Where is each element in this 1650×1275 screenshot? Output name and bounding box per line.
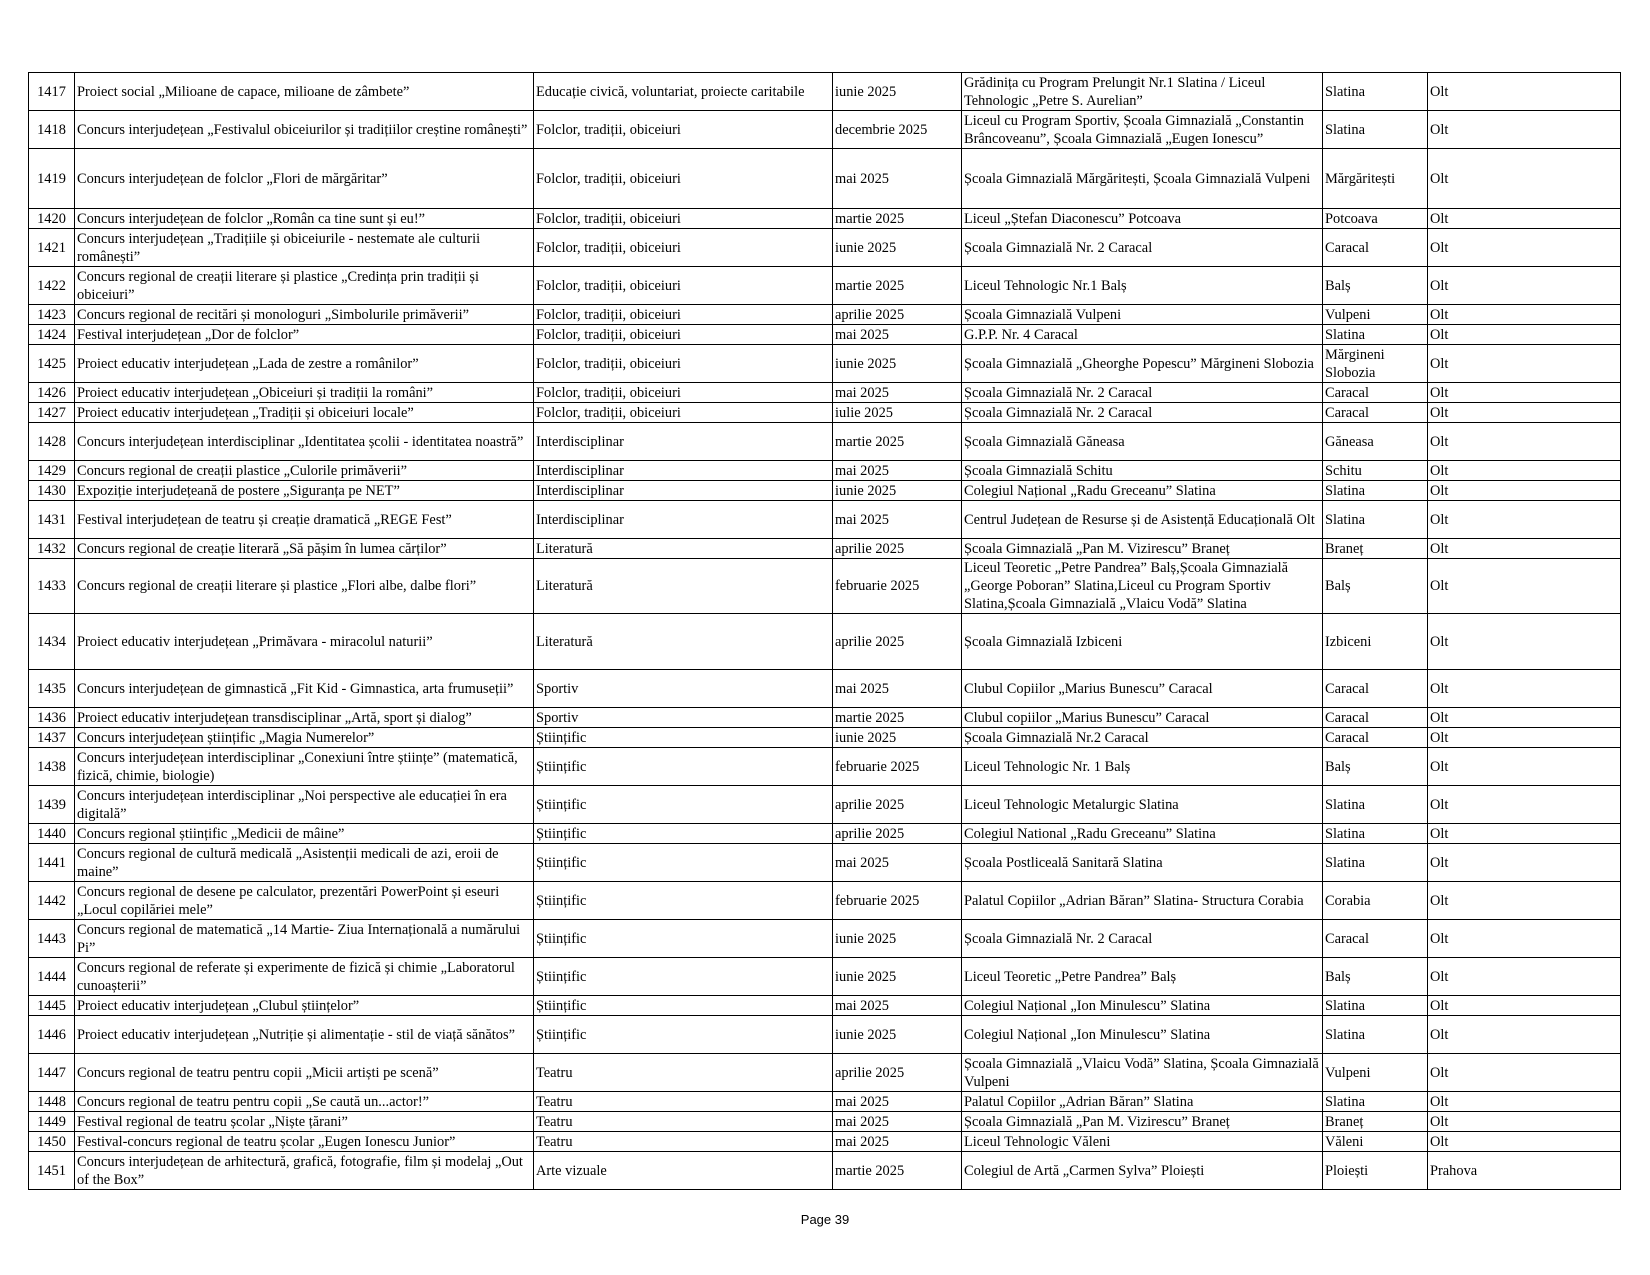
table-row (29, 111, 1621, 149)
row-number: 1451 (29, 1152, 75, 1190)
locality-cell: Caracal (1323, 708, 1428, 728)
row-number: 1427 (29, 403, 75, 423)
organizer-cell: Liceul Tehnologic Văleni (962, 1132, 1323, 1152)
row-number: 1450 (29, 1132, 75, 1152)
table-row (29, 708, 1621, 728)
locality-cell: Ploiești (1323, 1152, 1428, 1190)
county-cell: Olt (1428, 786, 1621, 824)
period-cell: iunie 2025 (833, 728, 962, 748)
activity-title: Concurs regional de matematică „14 Martie- Ziua Internațională a numărului Pi” (75, 920, 534, 958)
county-cell: Olt (1428, 305, 1621, 325)
organizer-cell: Grădinița cu Program Prelungit Nr.1 Slatina / Liceul Tehnologic „Petre S. Aurelian” (962, 73, 1323, 111)
row-number: 1434 (29, 614, 75, 670)
county-cell: Olt (1428, 614, 1621, 670)
period-cell: mai 2025 (833, 1132, 962, 1152)
organizer-cell: Școala Gimnazială Nr. 2 Caracal (962, 403, 1323, 423)
county-cell: Olt (1428, 325, 1621, 345)
locality-cell: Caracal (1323, 403, 1428, 423)
domain-cell: Interdisciplinar (534, 481, 833, 501)
domain-cell: Teatru (534, 1054, 833, 1092)
county-cell: Olt (1428, 1092, 1621, 1112)
row-number: 1428 (29, 423, 75, 461)
row-number: 1422 (29, 267, 75, 305)
county-cell: Olt (1428, 920, 1621, 958)
domain-cell: Interdisciplinar (534, 423, 833, 461)
county-cell: Olt (1428, 345, 1621, 383)
county-cell: Olt (1428, 1054, 1621, 1092)
table-row (29, 786, 1621, 824)
period-cell: mai 2025 (833, 844, 962, 882)
period-cell: mai 2025 (833, 1112, 962, 1132)
period-cell: februarie 2025 (833, 559, 962, 614)
table-row (29, 996, 1621, 1016)
activity-title: Concurs interjudețean de folclor „Flori de mărgăritar” (75, 149, 534, 209)
activity-title: Concurs interjudețean de arhitectură, grafică, fotografie, film și modelaj „Out of the Box” (75, 1152, 534, 1190)
table-row (29, 423, 1621, 461)
activity-title: Concurs interjudețean de folclor „Român ca tine sunt și eu!” (75, 209, 534, 229)
organizer-cell: Școala Gimnazială Mărgăritești, Școala Gimnazială Vulpeni (962, 149, 1323, 209)
organizer-cell: Școala Gimnazială Schitu (962, 461, 1323, 481)
table-row (29, 73, 1621, 111)
row-number: 1429 (29, 461, 75, 481)
period-cell: mai 2025 (833, 325, 962, 345)
period-cell: mai 2025 (833, 501, 962, 539)
organizer-cell: Școala Gimnazială Nr. 2 Caracal (962, 229, 1323, 267)
county-cell: Prahova (1428, 1152, 1621, 1190)
activity-title: Proiect educativ interjudețean „Lada de zestre a românilor” (75, 345, 534, 383)
row-number: 1443 (29, 920, 75, 958)
organizer-cell: Școala Gimnazială „Pan M. Vizirescu” Braneț (962, 539, 1323, 559)
period-cell: mai 2025 (833, 996, 962, 1016)
period-cell: iunie 2025 (833, 73, 962, 111)
locality-cell: Slatina (1323, 325, 1428, 345)
county-cell: Olt (1428, 728, 1621, 748)
activity-title: Festival regional de teatru școlar „Niște țărani” (75, 1112, 534, 1132)
county-cell: Olt (1428, 1132, 1621, 1152)
table-row (29, 614, 1621, 670)
locality-cell: Corabia (1323, 882, 1428, 920)
organizer-cell: Liceul Tehnologic Nr.1 Balș (962, 267, 1323, 305)
activity-title: Concurs interjudețean interdisciplinar „Conexiuni între științe” (matematică, fizică, chimie, biologie) (75, 748, 534, 786)
row-number: 1438 (29, 748, 75, 786)
table-row (29, 149, 1621, 209)
locality-cell: Potcoava (1323, 209, 1428, 229)
period-cell: martie 2025 (833, 267, 962, 305)
locality-cell: Slatina (1323, 844, 1428, 882)
domain-cell: Interdisciplinar (534, 461, 833, 481)
table-row (29, 1054, 1621, 1092)
domain-cell: Folclor, tradiții, obiceiuri (534, 229, 833, 267)
domain-cell: Științific (534, 728, 833, 748)
period-cell: aprilie 2025 (833, 786, 962, 824)
period-cell: martie 2025 (833, 423, 962, 461)
organizer-cell: Școala Postliceală Sanitară Slatina (962, 844, 1323, 882)
activity-title: Concurs interjudețean interdisciplinar „Noi perspective ale educației în era digitală” (75, 786, 534, 824)
table-row (29, 229, 1621, 267)
table-row (29, 325, 1621, 345)
row-number: 1421 (29, 229, 75, 267)
activity-title: Proiect educativ interjudețean „Primăvara - miracolul naturii” (75, 614, 534, 670)
domain-cell: Sportiv (534, 708, 833, 728)
activity-title: Concurs regional de teatru pentru copii „Se caută un...actor!” (75, 1092, 534, 1112)
locality-cell: Caracal (1323, 383, 1428, 403)
locality-cell: Slatina (1323, 824, 1428, 844)
activity-title: Expoziție interjudețeană de postere „Siguranța pe NET” (75, 481, 534, 501)
locality-cell: Izbiceni (1323, 614, 1428, 670)
domain-cell: Folclor, tradiții, obiceiuri (534, 209, 833, 229)
table-row (29, 345, 1621, 383)
locality-cell: Balș (1323, 958, 1428, 996)
row-number: 1437 (29, 728, 75, 748)
period-cell: februarie 2025 (833, 882, 962, 920)
domain-cell: Folclor, tradiții, obiceiuri (534, 383, 833, 403)
activity-title: Concurs interjudețean „Festivalul obiceiurilor și tradițiilor creștine românești” (75, 111, 534, 149)
domain-cell: Științific (534, 844, 833, 882)
table-row (29, 1092, 1621, 1112)
period-cell: iunie 2025 (833, 481, 962, 501)
period-cell: aprilie 2025 (833, 305, 962, 325)
domain-cell: Științific (534, 996, 833, 1016)
table-row (29, 728, 1621, 748)
table-row (29, 1112, 1621, 1132)
row-number: 1425 (29, 345, 75, 383)
activity-title: Proiect educativ interjudețean „Tradiții și obiceiuri locale” (75, 403, 534, 423)
activity-title: Concurs interjudețean interdisciplinar „Identitatea școlii - identitatea noastră” (75, 423, 534, 461)
row-number: 1418 (29, 111, 75, 149)
table-row (29, 1152, 1621, 1190)
county-cell: Olt (1428, 461, 1621, 481)
row-number: 1431 (29, 501, 75, 539)
period-cell: aprilie 2025 (833, 614, 962, 670)
activity-title: Concurs regional de referate și experimente de fizică și chimie „Laboratorul cunoașterii” (75, 958, 534, 996)
county-cell: Olt (1428, 423, 1621, 461)
activity-title: Concurs regional de creații plastice „Culorile primăverii” (75, 461, 534, 481)
organizer-cell: Liceul Teoretic „Petre Pandrea” Balș,Școala Gimnazială „George Poboran” Slatina,Liceul cu Program Sportiv Slatina,Școala Gimnazială „Vlaicu Vodă” Slatina (962, 559, 1323, 614)
locality-cell: Mărgineni Slobozia (1323, 345, 1428, 383)
domain-cell: Folclor, tradiții, obiceiuri (534, 149, 833, 209)
organizer-cell: Liceul Teoretic „Petre Pandrea” Balș (962, 958, 1323, 996)
organizer-cell: Colegiul de Artă „Carmen Sylva” Ploiești (962, 1152, 1323, 1190)
organizer-cell: Colegiul National „Radu Greceanu” Slatina (962, 824, 1323, 844)
domain-cell: Științific (534, 786, 833, 824)
activity-title: Concurs regional de creație literară „Să pășim în lumea cărților” (75, 539, 534, 559)
domain-cell: Sportiv (534, 670, 833, 708)
period-cell: iunie 2025 (833, 920, 962, 958)
locality-cell: Balș (1323, 748, 1428, 786)
domain-cell: Literatură (534, 539, 833, 559)
county-cell: Olt (1428, 559, 1621, 614)
row-number: 1448 (29, 1092, 75, 1112)
activities-table (28, 72, 1621, 1190)
domain-cell: Folclor, tradiții, obiceiuri (534, 111, 833, 149)
domain-cell: Științific (534, 1016, 833, 1054)
domain-cell: Științific (534, 920, 833, 958)
organizer-cell: Școala Gimnazială „Vlaicu Vodă” Slatina, Școala Gimnazială Vulpeni (962, 1054, 1323, 1092)
organizer-cell: Liceul „Ștefan Diaconescu” Potcoava (962, 209, 1323, 229)
locality-cell: Slatina (1323, 481, 1428, 501)
locality-cell: Slatina (1323, 1016, 1428, 1054)
organizer-cell: Liceul Tehnologic Nr. 1 Balș (962, 748, 1323, 786)
locality-cell: Găneasa (1323, 423, 1428, 461)
county-cell: Olt (1428, 1016, 1621, 1054)
period-cell: aprilie 2025 (833, 1054, 962, 1092)
row-number: 1445 (29, 996, 75, 1016)
activity-title: Proiect educativ interjudețean „Nutriție și alimentație - stil de viață sănătos” (75, 1016, 534, 1054)
row-number: 1417 (29, 73, 75, 111)
row-number: 1446 (29, 1016, 75, 1054)
county-cell: Olt (1428, 383, 1621, 403)
locality-cell: Slatina (1323, 786, 1428, 824)
table-row (29, 403, 1621, 423)
domain-cell: Educație civică, voluntariat, proiecte caritabile (534, 73, 833, 111)
activity-title: Concurs interjudețean de gimnastică „Fit Kid - Gimnastica, arta frumuseții” (75, 670, 534, 708)
county-cell: Olt (1428, 844, 1621, 882)
activity-title: Proiect educativ interjudețean transdisciplinar „Artă, sport și dialog” (75, 708, 534, 728)
row-number: 1423 (29, 305, 75, 325)
organizer-cell: Școala Gimnazială Izbiceni (962, 614, 1323, 670)
organizer-cell: Clubul Copiilor „Marius Bunescu” Caracal (962, 670, 1323, 708)
row-number: 1442 (29, 882, 75, 920)
organizer-cell: Palatul Copiilor „Adrian Băran” Slatina (962, 1092, 1323, 1112)
row-number: 1419 (29, 149, 75, 209)
locality-cell: Caracal (1323, 229, 1428, 267)
period-cell: martie 2025 (833, 708, 962, 728)
row-number: 1435 (29, 670, 75, 708)
county-cell: Olt (1428, 539, 1621, 559)
activity-title: Concurs regional de recitări și monologuri „Simbolurile primăverii” (75, 305, 534, 325)
domain-cell: Științific (534, 882, 833, 920)
domain-cell: Folclor, tradiții, obiceiuri (534, 267, 833, 305)
table-row (29, 501, 1621, 539)
domain-cell: Folclor, tradiții, obiceiuri (534, 305, 833, 325)
period-cell: mai 2025 (833, 383, 962, 403)
domain-cell: Literatură (534, 559, 833, 614)
activity-title: Concurs regional de desene pe calculator, prezentări PowerPoint și eseuri „Locul copilăriei mele” (75, 882, 534, 920)
domain-cell: Teatru (534, 1092, 833, 1112)
row-number: 1420 (29, 209, 75, 229)
table-row (29, 920, 1621, 958)
table-row (29, 559, 1621, 614)
county-cell: Olt (1428, 1112, 1621, 1132)
row-number: 1439 (29, 786, 75, 824)
locality-cell: Balș (1323, 559, 1428, 614)
domain-cell: Științific (534, 958, 833, 996)
locality-cell: Braneț (1323, 1112, 1428, 1132)
period-cell: iunie 2025 (833, 345, 962, 383)
organizer-cell: Liceul Tehnologic Metalurgic Slatina (962, 786, 1323, 824)
period-cell: martie 2025 (833, 209, 962, 229)
county-cell: Olt (1428, 111, 1621, 149)
activity-title: Concurs regional științific „Medicii de mâine” (75, 824, 534, 844)
organizer-cell: Colegiul Național „Ion Minulescu” Slatina (962, 1016, 1323, 1054)
county-cell: Olt (1428, 149, 1621, 209)
county-cell: Olt (1428, 708, 1621, 728)
activity-title: Concurs regional de cultură medicală „Asistenții medicali de azi, eroii de maine” (75, 844, 534, 882)
locality-cell: Slatina (1323, 996, 1428, 1016)
table-row (29, 882, 1621, 920)
page-number: Page 39 (800, 1212, 850, 1227)
period-cell: mai 2025 (833, 461, 962, 481)
row-number: 1430 (29, 481, 75, 501)
organizer-cell: Colegiul Național „Radu Greceanu” Slatina (962, 481, 1323, 501)
row-number: 1424 (29, 325, 75, 345)
row-number: 1433 (29, 559, 75, 614)
county-cell: Olt (1428, 824, 1621, 844)
locality-cell: Schitu (1323, 461, 1428, 481)
organizer-cell: Liceul cu Program Sportiv, Școala Gimnazială „Constantin Brâncoveanu”, Școala Gimnazială „Eugen Ionescu” (962, 111, 1323, 149)
domain-cell: Teatru (534, 1112, 833, 1132)
period-cell: aprilie 2025 (833, 824, 962, 844)
row-number: 1444 (29, 958, 75, 996)
period-cell: aprilie 2025 (833, 539, 962, 559)
table-row (29, 305, 1621, 325)
locality-cell: Văleni (1323, 1132, 1428, 1152)
organizer-cell: Școala Gimnazială „Pan M. Vizirescu” Braneț (962, 1112, 1323, 1132)
row-number: 1447 (29, 1054, 75, 1092)
table-row (29, 844, 1621, 882)
organizer-cell: Centrul Județean de Resurse și de Asistență Educațională Olt (962, 501, 1323, 539)
table-row (29, 461, 1621, 481)
organizer-cell: Școala Gimnazială „Gheorghe Popescu” Mărgineni Slobozia (962, 345, 1323, 383)
organizer-cell: Școala Gimnazială Găneasa (962, 423, 1323, 461)
domain-cell: Teatru (534, 1132, 833, 1152)
period-cell: februarie 2025 (833, 748, 962, 786)
table-row (29, 958, 1621, 996)
period-cell: iunie 2025 (833, 229, 962, 267)
county-cell: Olt (1428, 209, 1621, 229)
row-number: 1426 (29, 383, 75, 403)
activity-title: Concurs interjudețean științific „Magia Numerelor” (75, 728, 534, 748)
table-body (29, 73, 1621, 1190)
county-cell: Olt (1428, 996, 1621, 1016)
row-number: 1436 (29, 708, 75, 728)
domain-cell: Științific (534, 748, 833, 786)
table-row (29, 748, 1621, 786)
locality-cell: Caracal (1323, 670, 1428, 708)
domain-cell: Folclor, tradiții, obiceiuri (534, 345, 833, 383)
activity-title: Festival interjudețean „Dor de folclor” (75, 325, 534, 345)
activity-title: Concurs regional de creații literare și plastice „Flori albe, dalbe flori” (75, 559, 534, 614)
locality-cell: Braneț (1323, 539, 1428, 559)
domain-cell: Interdisciplinar (534, 501, 833, 539)
domain-cell: Științific (534, 824, 833, 844)
domain-cell: Folclor, tradiții, obiceiuri (534, 325, 833, 345)
table-row (29, 481, 1621, 501)
activity-title: Festival-concurs regional de teatru școlar „Eugen Ionescu Junior” (75, 1132, 534, 1152)
organizer-cell: Școala Gimnazială Vulpeni (962, 305, 1323, 325)
locality-cell: Mărgăritești (1323, 149, 1428, 209)
period-cell: mai 2025 (833, 149, 962, 209)
domain-cell: Literatură (534, 614, 833, 670)
county-cell: Olt (1428, 267, 1621, 305)
county-cell: Olt (1428, 748, 1621, 786)
row-number: 1449 (29, 1112, 75, 1132)
activity-title: Proiect educativ interjudețean „Clubul științelor” (75, 996, 534, 1016)
locality-cell: Slatina (1323, 111, 1428, 149)
row-number: 1432 (29, 539, 75, 559)
activity-title: Concurs regional de creații literare și plastice „Credința prin tradiții și obiceiuri” (75, 267, 534, 305)
table-row (29, 267, 1621, 305)
county-cell: Olt (1428, 73, 1621, 111)
activity-title: Concurs regional de teatru pentru copii „Micii artiști pe scenă” (75, 1054, 534, 1092)
table-row (29, 383, 1621, 403)
period-cell: iunie 2025 (833, 958, 962, 996)
table-row (29, 824, 1621, 844)
activity-title: Proiect social „Milioane de capace, milioane de zâmbete” (75, 73, 534, 111)
organizer-cell: Colegiul Național „Ion Minulescu” Slatina (962, 996, 1323, 1016)
county-cell: Olt (1428, 501, 1621, 539)
locality-cell: Slatina (1323, 501, 1428, 539)
county-cell: Olt (1428, 481, 1621, 501)
table-row (29, 209, 1621, 229)
organizer-cell: Școala Gimnazială Nr. 2 Caracal (962, 383, 1323, 403)
period-cell: iulie 2025 (833, 403, 962, 423)
locality-cell: Balș (1323, 267, 1428, 305)
activity-title: Proiect educativ interjudețean „Obiceiuri și tradiții la români” (75, 383, 534, 403)
domain-cell: Arte vizuale (534, 1152, 833, 1190)
county-cell: Olt (1428, 403, 1621, 423)
domain-cell: Folclor, tradiții, obiceiuri (534, 403, 833, 423)
organizer-cell: Școala Gimnazială Nr.2 Caracal (962, 728, 1323, 748)
locality-cell: Caracal (1323, 728, 1428, 748)
county-cell: Olt (1428, 229, 1621, 267)
county-cell: Olt (1428, 670, 1621, 708)
table-row (29, 1016, 1621, 1054)
county-cell: Olt (1428, 958, 1621, 996)
locality-cell: Vulpeni (1323, 305, 1428, 325)
table-row (29, 1132, 1621, 1152)
period-cell: decembrie 2025 (833, 111, 962, 149)
organizer-cell: G.P.P. Nr. 4 Caracal (962, 325, 1323, 345)
organizer-cell: Școala Gimnazială Nr. 2 Caracal (962, 920, 1323, 958)
organizer-cell: Clubul copiilor „Marius Bunescu” Caracal (962, 708, 1323, 728)
locality-cell: Vulpeni (1323, 1054, 1428, 1092)
period-cell: iunie 2025 (833, 1016, 962, 1054)
locality-cell: Caracal (1323, 920, 1428, 958)
locality-cell: Slatina (1323, 73, 1428, 111)
period-cell: mai 2025 (833, 1092, 962, 1112)
row-number: 1441 (29, 844, 75, 882)
table-row (29, 539, 1621, 559)
table-row (29, 670, 1621, 708)
row-number: 1440 (29, 824, 75, 844)
period-cell: mai 2025 (833, 670, 962, 708)
activity-title: Concurs interjudețean „Tradițiile și obiceiurile - nestemate ale culturii românești” (75, 229, 534, 267)
locality-cell: Slatina (1323, 1092, 1428, 1112)
activity-title: Festival interjudețean de teatru și creație dramatică „REGE Fest” (75, 501, 534, 539)
organizer-cell: Palatul Copiilor „Adrian Băran” Slatina- Structura Corabia (962, 882, 1323, 920)
county-cell: Olt (1428, 882, 1621, 920)
period-cell: martie 2025 (833, 1152, 962, 1190)
